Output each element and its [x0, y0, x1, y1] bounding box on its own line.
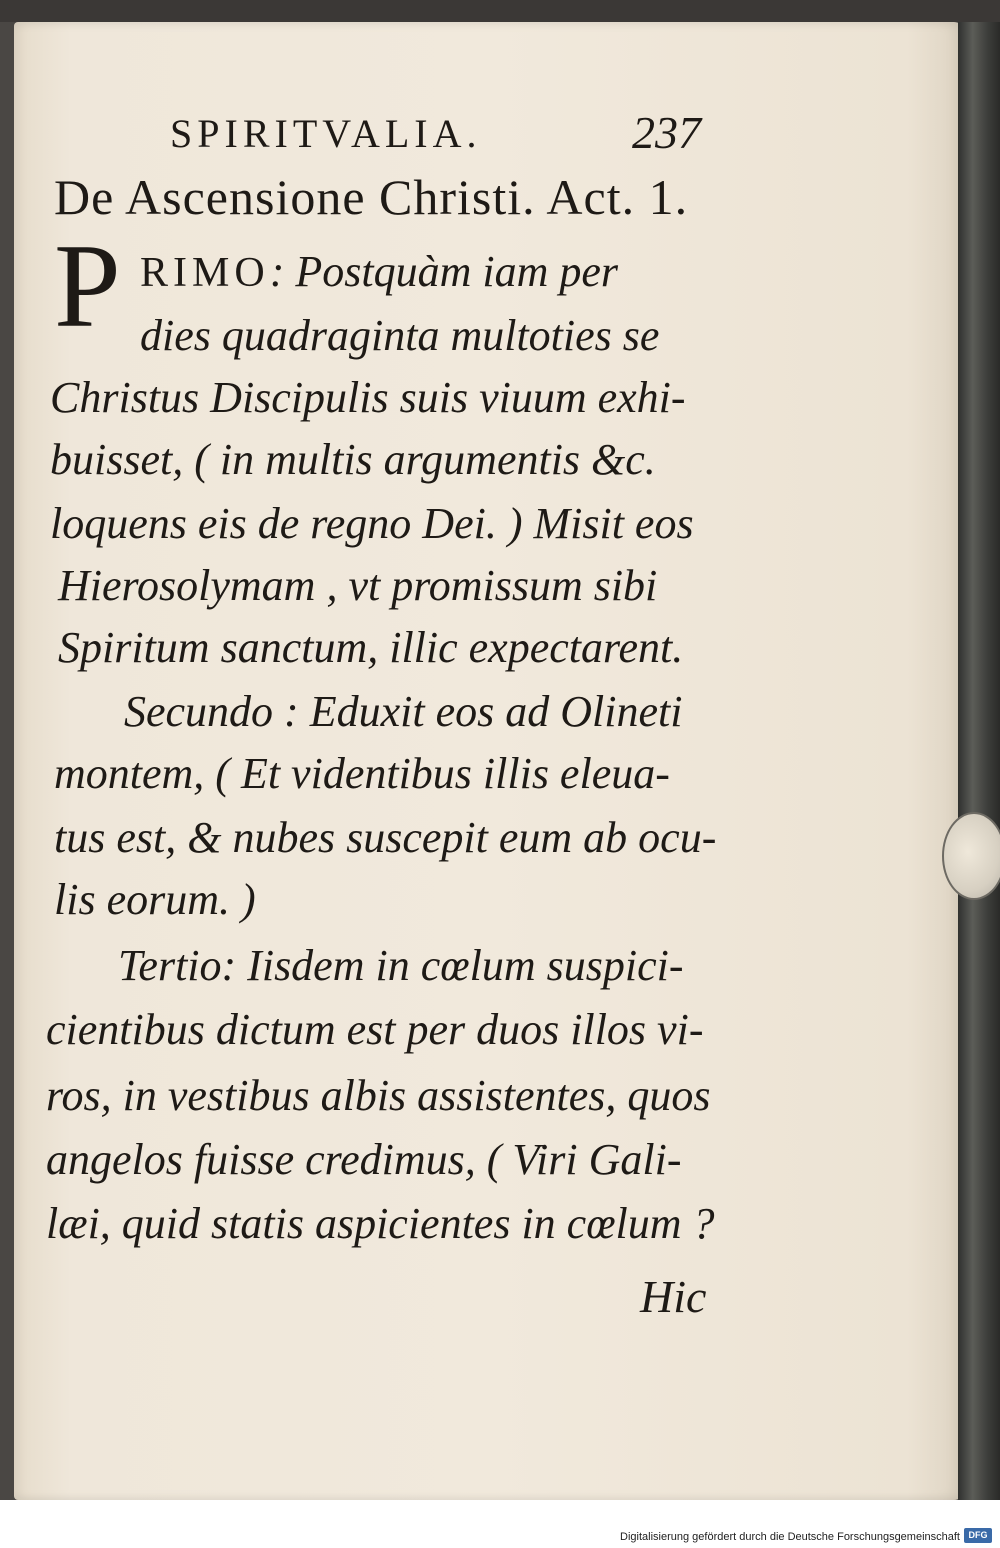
text-line: ros, in vestibus albis assistentes, quos: [46, 1071, 711, 1120]
text-line: : Postquàm iam per: [269, 247, 618, 296]
first-line: [140, 246, 618, 297]
section-title: De Ascensione Christi. Act. 1.: [54, 169, 689, 225]
text-line: montem, ( Et videntibus illis eleua-: [54, 749, 670, 798]
text-line: buisset, ( in multis argumentis &c.: [50, 435, 656, 484]
text-line: Hierosolymam , vt promissum sibi: [58, 561, 658, 610]
catchword: Hic: [640, 1271, 707, 1322]
first-word: RIMO: [140, 250, 270, 296]
text-line: Tertio: Iisdem in cœlum suspici-: [118, 941, 684, 990]
text-line: angelos fuisse credimus, ( Viri Gali-: [46, 1135, 682, 1184]
dfg-logo: DFG: [964, 1528, 992, 1543]
text-line: loquens eis de regno Dei. ) Misit eos: [50, 499, 694, 548]
drop-cap: P: [54, 219, 121, 352]
scan-background-top: [0, 0, 1000, 22]
book-cover-edge: [958, 22, 1000, 1500]
text-line: læi, quid statis aspicientes in cœlum ?: [46, 1199, 715, 1248]
book-clasp: [942, 812, 1000, 900]
text-line: lis eorum. ): [54, 875, 256, 924]
page-number: 237: [632, 107, 701, 158]
digitization-credit: Digitalisierung gefördert durch die Deutsche Forschungsgemeinschaft: [620, 1531, 960, 1543]
text-line: dies quadraginta multoties se: [140, 311, 660, 360]
running-title: SPIRITVALIA.: [170, 111, 482, 156]
text-line: tus est, & nubes suscepit eum ab ocu-: [54, 813, 717, 862]
text-line: cientibus dictum est per duos illos vi-: [46, 1005, 704, 1054]
text-line: Spiritum sanctum, illic expectarent.: [58, 623, 684, 672]
text-line: Christus Discipulis suis viuum exhi-: [50, 373, 686, 422]
text-line: Secundo : Eduxit eos ad Olineti: [124, 687, 683, 736]
